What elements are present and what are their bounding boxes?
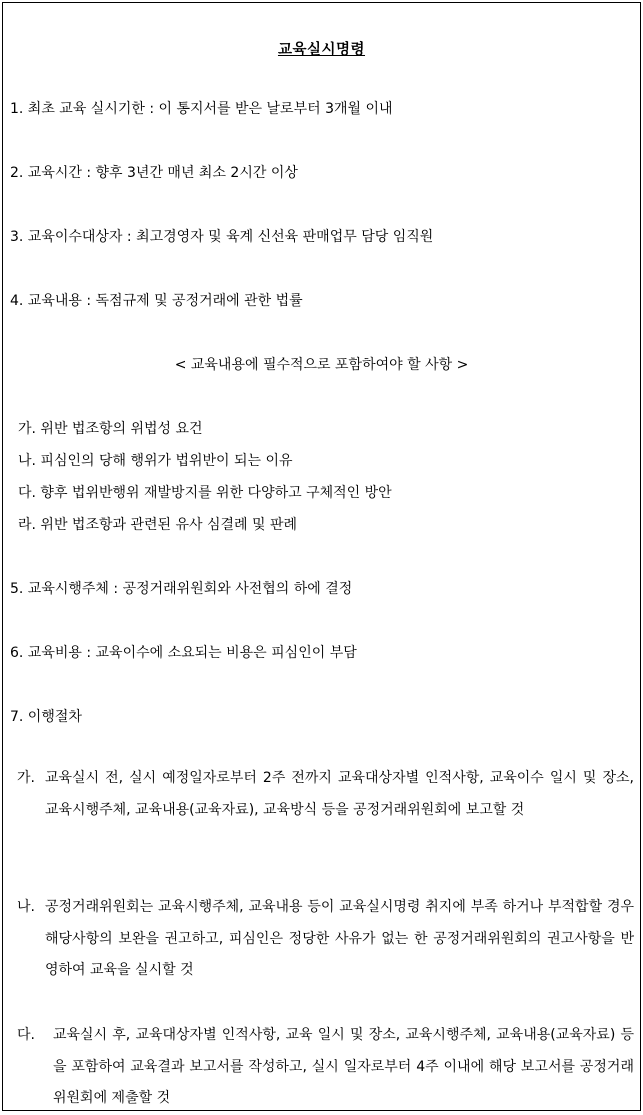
procedure-label-da: 다.	[17, 1027, 35, 1043]
item-target: 3. 교육이수대상자 : 최고경영자 및 육계 신선육 판매업무 담당 임직원	[10, 229, 434, 245]
required-item-ra: 라. 위반 법조항과 관련된 유사 심결례 및 판례	[18, 517, 298, 533]
item-organizer: 5. 교육시행주체 : 공정거래위원회와 사전협의 하에 결정	[10, 581, 353, 597]
required-item-da: 다. 향후 법위반행위 재발방지를 위한 다양하고 구체적인 방안	[18, 485, 392, 501]
document-title: 교육실시명령	[277, 42, 366, 58]
item-cost: 6. 교육비용 : 교육이수에 소요되는 비용은 피심인이 부담	[10, 645, 357, 661]
item-deadline: 1. 최초 교육 실시기한 : 이 통지서를 받은 날로부터 3개월 이내	[10, 101, 393, 117]
procedure-text-ga: 교육실시 전, 실시 예정일자로부터 2주 전까지 교육대상자별 인적사항, 교육이수 일시 및 장소, 교육시행주체, 교육내용(교육자료), 교육방식 등을 공정거래위원회에 보고할 것	[45, 770, 634, 818]
required-item-na: 나. 피심인의 당해 행위가 법위반이 되는 이유	[18, 453, 293, 469]
document-page	[2, 2, 641, 1111]
procedure-label-na: 나.	[17, 899, 35, 915]
item-duration: 2. 교육시간 : 향후 3년간 매년 최소 2시간 이상	[10, 165, 298, 181]
procedure-text-na: 공정거래위원회는 교육시행주체, 교육내용 등이 교육실시명령 취지에 부족 하거나 부적합할 경우 해당사항의 보완을 권고하고, 피심인은 정당한 사유가 없는 한 공정거래위원회의 권고사항을 반영하여 교육을 실시할 것	[45, 899, 634, 978]
procedure-label-ga: 가.	[17, 770, 35, 786]
required-content-heading: < 교육내용에 필수적으로 포함하여야 할 사항 >	[174, 357, 469, 373]
procedure-item-na	[17, 892, 634, 987]
procedure-item-ga	[17, 763, 634, 826]
procedure-item-da	[17, 1020, 634, 1115]
item-content: 4. 교육내용 : 독점규제 및 공정거래에 관한 법률	[10, 293, 303, 309]
item-procedure: 7. 이행절차	[10, 709, 82, 725]
procedure-text-da: 교육실시 후, 교육대상자별 인적사항, 교육 일시 및 장소, 교육시행주체, 교육내용(교육자료) 등을 포함하여 교육결과 보고서를 작성하고, 실시 일자로부터 4주 이내에 해당 보고서를 공정거래위원회에 제출할 것	[53, 1027, 634, 1106]
required-item-ga: 가. 위반 법조항의 위법성 요건	[18, 421, 203, 437]
